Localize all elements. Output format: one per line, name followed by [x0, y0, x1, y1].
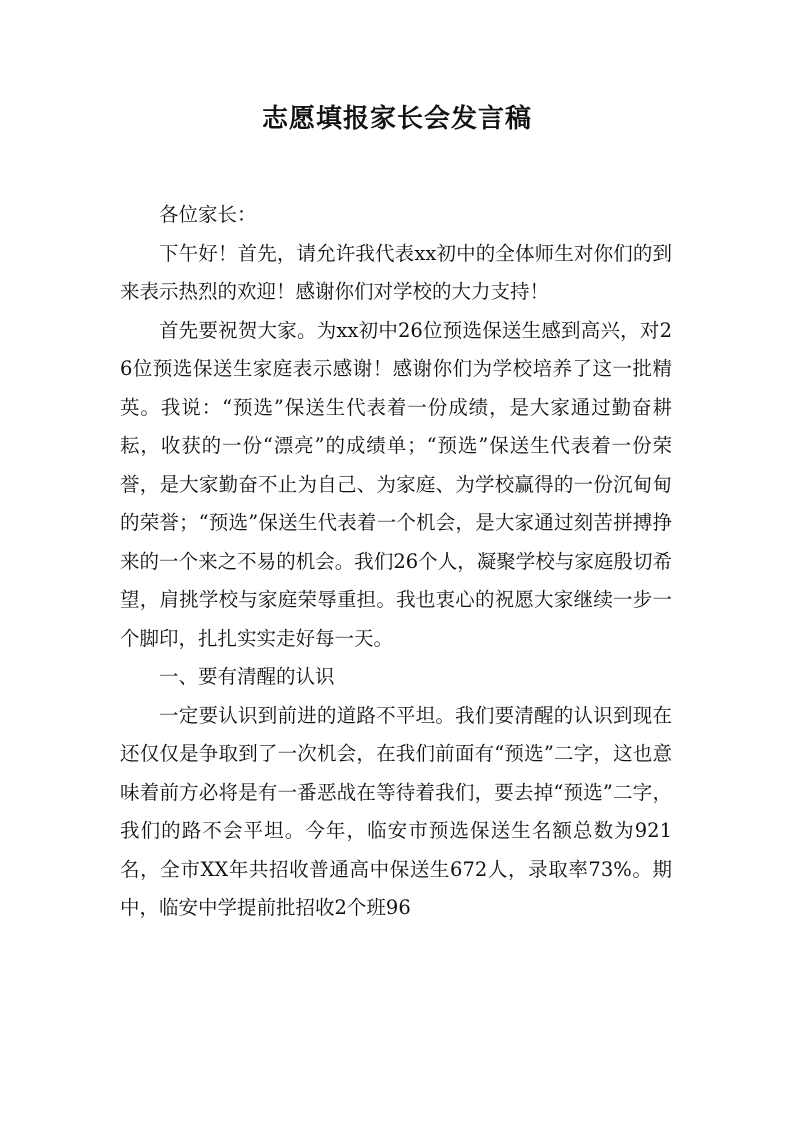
- congratulations-paragraph: 首先要祝贺大家。为xx初中26位预选保送生感到高兴，对26位预选保送生家庭表示感谢！感谢你们为学校培养了这一批精英。我说：“预选”保送生代表着一份成绩，是大家通过勤奋耕耘，收获的一份“漂亮”的成绩单；“预选”保送生代表着一份荣誉，是大家勤奋不止为自己、为家庭、为学校赢得的一份沉甸甸的荣誉；“预选”保送生代表着一个机会，是大家通过刻苦拼搏挣来的一个来之不易的机会。我们26个人，凝聚学校与家庭殷切希望，肩挑学校与家庭荣辱重担。我也衷心的祝愿大家继续一步一个脚印，扎扎实实走好每一天。: [120, 318, 672, 650]
- section-heading: 一、要有清醒的认识: [159, 665, 335, 688]
- greeting-paragraph: 下午好！首先，请允许我代表xx初中的全体师生对你们的到来表示热烈的欢迎！感谢你们对学校的大力支持！: [120, 241, 672, 303]
- section-paragraph: 一定要认识到前进的道路不平坦。我们要清醒的认识到现在还仅仅是争取到了一次机会，在我们前面有“预选”二字，这也意味着前方必将是有一番恶战在等待着我们，要去掉“预选”二字，我们的路不会平坦。今年，临安市预选保送生名额总数为921名，全市XX年共招收普通高中保送生672人，录取率73%。期中，临安中学提前批招收2个班96: [120, 703, 672, 919]
- document-body: [120, 196, 672, 928]
- salutation-paragraph: 各位家长：: [159, 203, 257, 226]
- document-title: 志愿填报家长会发言稿: [261, 104, 532, 134]
